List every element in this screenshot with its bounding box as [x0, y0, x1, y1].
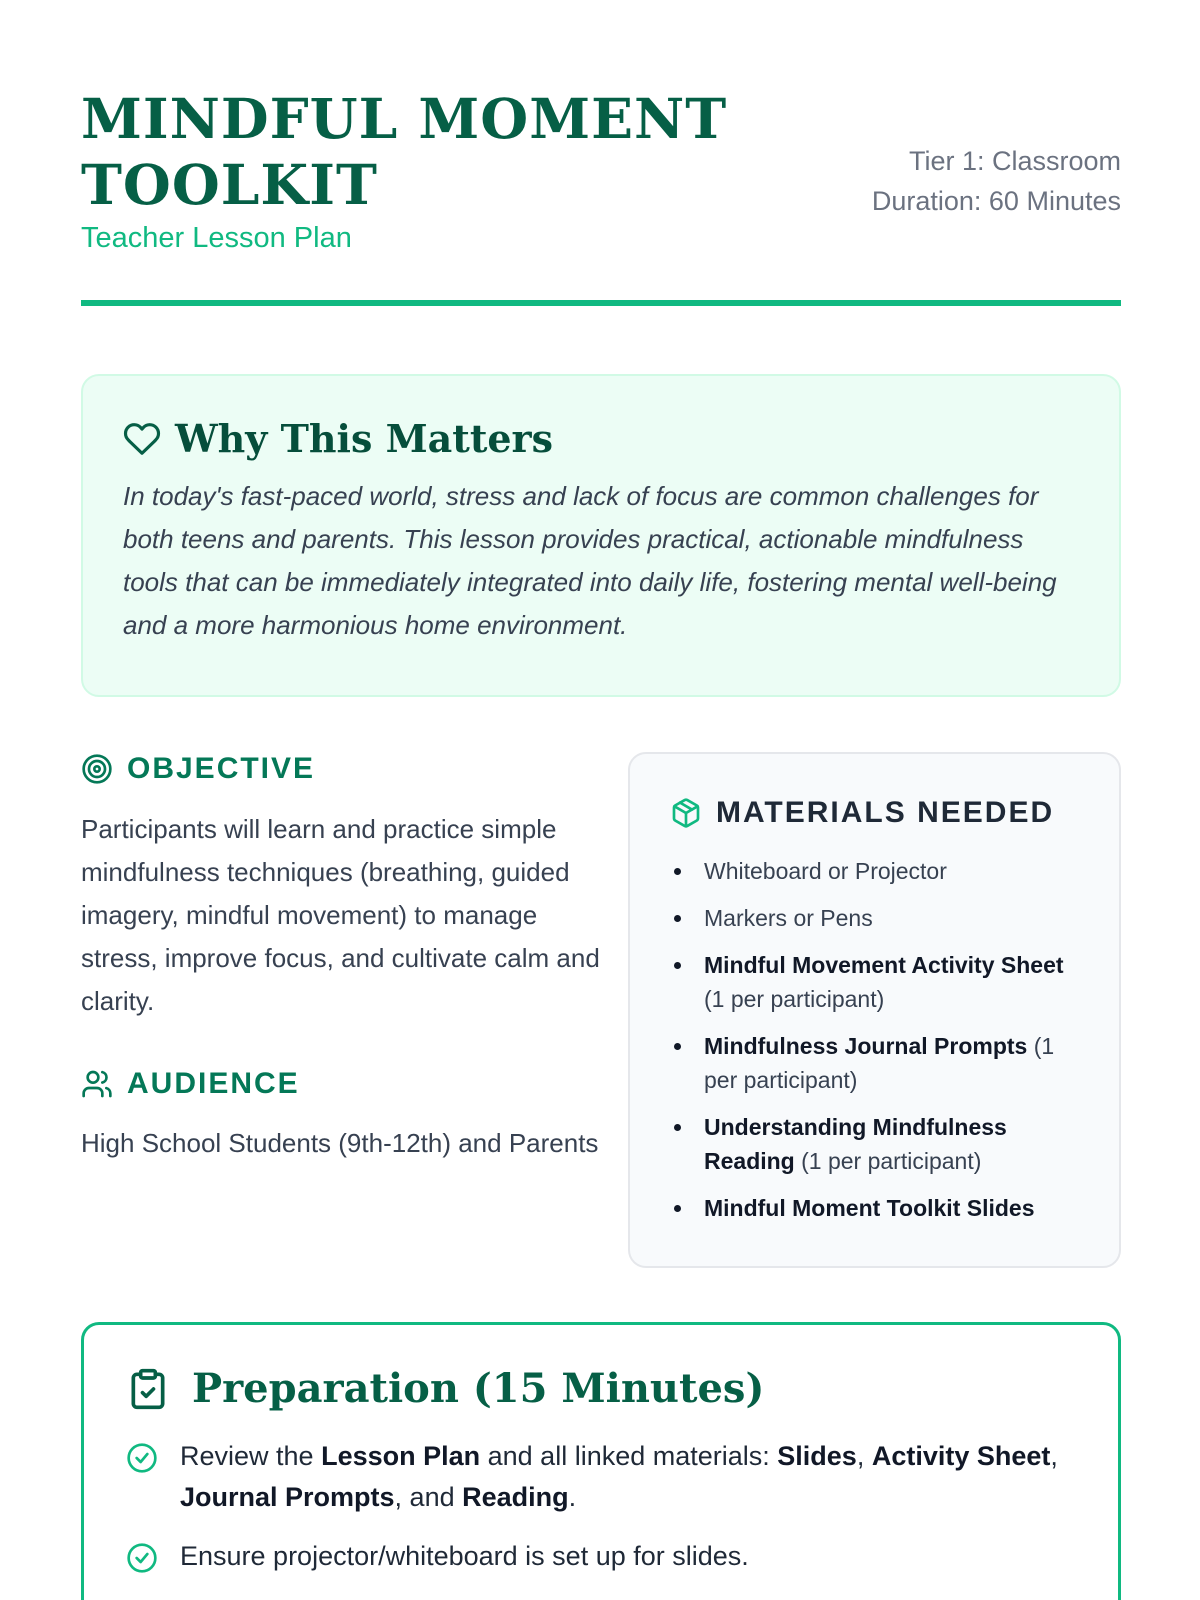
audience-title: AUDIENCE: [127, 1067, 300, 1100]
page-header: [81, 86, 1121, 306]
why-title: Why This Matters: [175, 416, 553, 461]
why-text: In today's fast-paced world, stress and lack of focus are common challenges for both teens and parents. This lesson provides practical, actionable mindfulness tools that can be immediately integrated into daily life, fostering mental well-being and a more harmonious home environment.: [123, 481, 1057, 640]
objective-text: Participants will learn and practice simple mindfulness techniques (breathing, guided imagery, mindful movement) to manage stress, improve focus, and cultivate calm and clarity.: [81, 814, 600, 1016]
left-column: [81, 752, 601, 1163]
target-icon: [81, 753, 113, 785]
box-icon: [670, 797, 702, 829]
list-item: Understanding Mindfulness Reading (1 per participant): [670, 1110, 1079, 1178]
materials-panel: [628, 752, 1121, 1268]
heart-icon: [123, 420, 161, 458]
materials-list: [670, 854, 1079, 1225]
list-item: Whiteboard or Projector: [670, 854, 1079, 888]
header-divider: [81, 300, 1121, 306]
objective-title: OBJECTIVE: [127, 752, 316, 785]
tier-label: Tier 1: Classroom: [908, 146, 1121, 176]
materials-title: MATERIALS NEEDED: [716, 796, 1055, 829]
list-item: [126, 1536, 1076, 1577]
lesson-meta: [861, 141, 1121, 221]
duration-label: Duration: 60 Minutes: [871, 186, 1121, 216]
prep-item-text: Review the Lesson Plan and all linked materials: Slides, Activity Sheet, Journal Prompts, and Reading.: [180, 1441, 1058, 1512]
users-icon: [81, 1068, 113, 1100]
audience-section: [81, 1067, 601, 1163]
list-item: [126, 1436, 1076, 1518]
check-circle-icon: [126, 1442, 158, 1474]
list-item: Mindful Movement Activity Sheet (1 per participant): [670, 948, 1079, 1016]
why-this-matters-panel: [81, 374, 1121, 697]
clipboard-check-icon: [126, 1367, 170, 1411]
preparation-title: Preparation (15 Minutes): [192, 1365, 765, 1412]
page-title: MINDFUL MOMENT TOOLKIT: [81, 86, 728, 217]
objective-section: [81, 752, 601, 1023]
list-item: Mindfulness Journal Prompts (1 per participant): [670, 1029, 1079, 1097]
audience-text: High School Students (9th-12th) and Parents: [81, 1128, 599, 1158]
list-item: Mindful Moment Toolkit Slides: [670, 1191, 1079, 1225]
prep-item-text: Ensure projector/whiteboard is set up for slides.: [180, 1541, 749, 1571]
check-circle-icon: [126, 1542, 158, 1574]
preparation-panel: [81, 1322, 1121, 1600]
preparation-list: [126, 1436, 1076, 1577]
list-item: Markers or Pens: [670, 901, 1079, 935]
page-subtitle: Teacher Lesson Plan: [81, 222, 352, 254]
